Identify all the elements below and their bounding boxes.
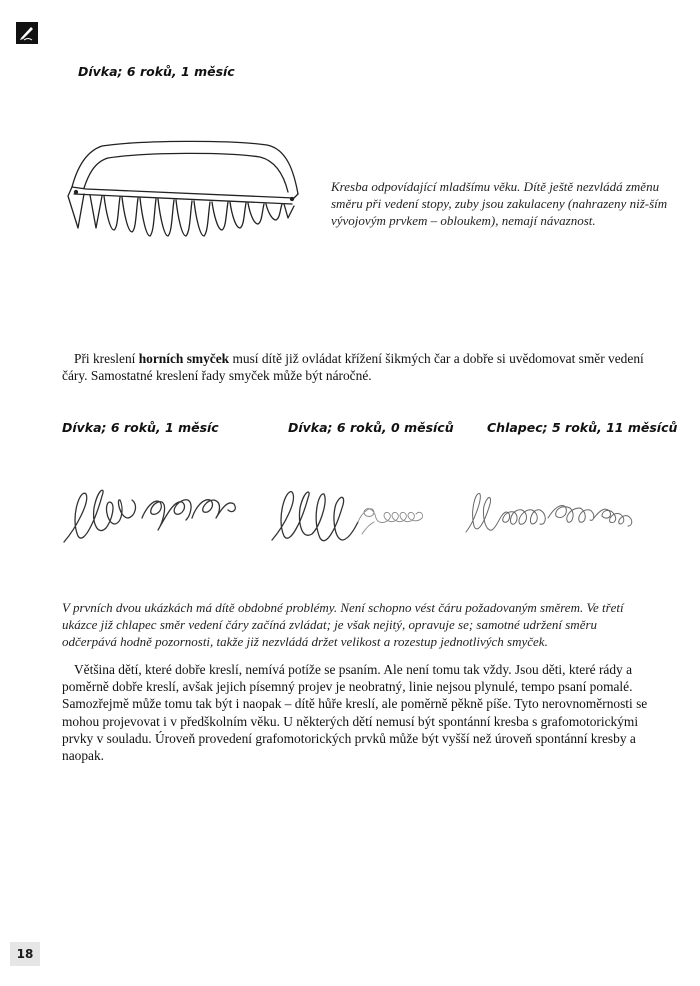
page-number: 18 [10,942,40,966]
figure1-caption: Dívka; 6 roků, 1 měsíc [78,64,235,79]
pen-icon [18,24,36,42]
figure2-note: V prvních dvou ukázkách má dítě obdobné problémy. Není schopno vést čáru požadovaným směrem. Ve třetí ukázce již chlapec směr vedení čáry začíná zvládat; je však nejitý, opravuje se; samotné udržení směru odčerpává hodně pozornosti, takže již nezvládá držet velikost a rozestup jednotlivých smyček. [62,600,624,650]
figure2-caption-2: Dívka; 6 roků, 0 měsíců [288,420,454,435]
pen-logo-icon [16,22,38,44]
paragraph-drawing-vs-writing: Většina dětí, které dobře kreslí, nemívá potíže se psaním. Ale není tomu tak vždy. Jsou děti, které rády a poměrně dobře kreslí, avšak jejich písemný projev je neobratný, linie nejsou plynulé, tempo psaní pomalé. Samozřejmě může tomu tak být i naopak – dítě hůře kreslí, ale poměrně pěkně píše. Tyto nerovnoměrnosti se mohou projevovat i v předškolním věku. U některých dětí nemusí být spontánní kresba s grafomotorickými prvky v souladu. Úroveň provedení grafomotorických prvků může být vyšší než úroveň spontánní kresby a naopak. [62,662,648,764]
loop-drawings [62,478,652,558]
paragraph-loops-intro [62,350,660,384]
paragraph1-bold: horních smyček [138,351,230,366]
figure2-caption-3: Chlapec; 5 roků, 11 měsíců [487,420,678,435]
figure1-description: Kresba odpovídající mladšímu věku. Dítě ještě nezvládá změnu směru při vedení stopy, zuby jsou zakulaceny (nahrazeny niž-ším vývojovým prvkem – obloukem), nemají návaznost. [331,179,668,228]
saw-drawing [62,132,312,240]
paragraph1-before: Při kreslení [74,351,139,366]
figure2-caption-1: Dívka; 6 roků, 1 měsíc [62,420,219,435]
paragraph1-after: musí dítě již ovládat křížení šikmých čar a dobře si uvědomovat směr vedení čáry. Samostatné kreslení řady smyček může být náročné. [62,351,644,384]
